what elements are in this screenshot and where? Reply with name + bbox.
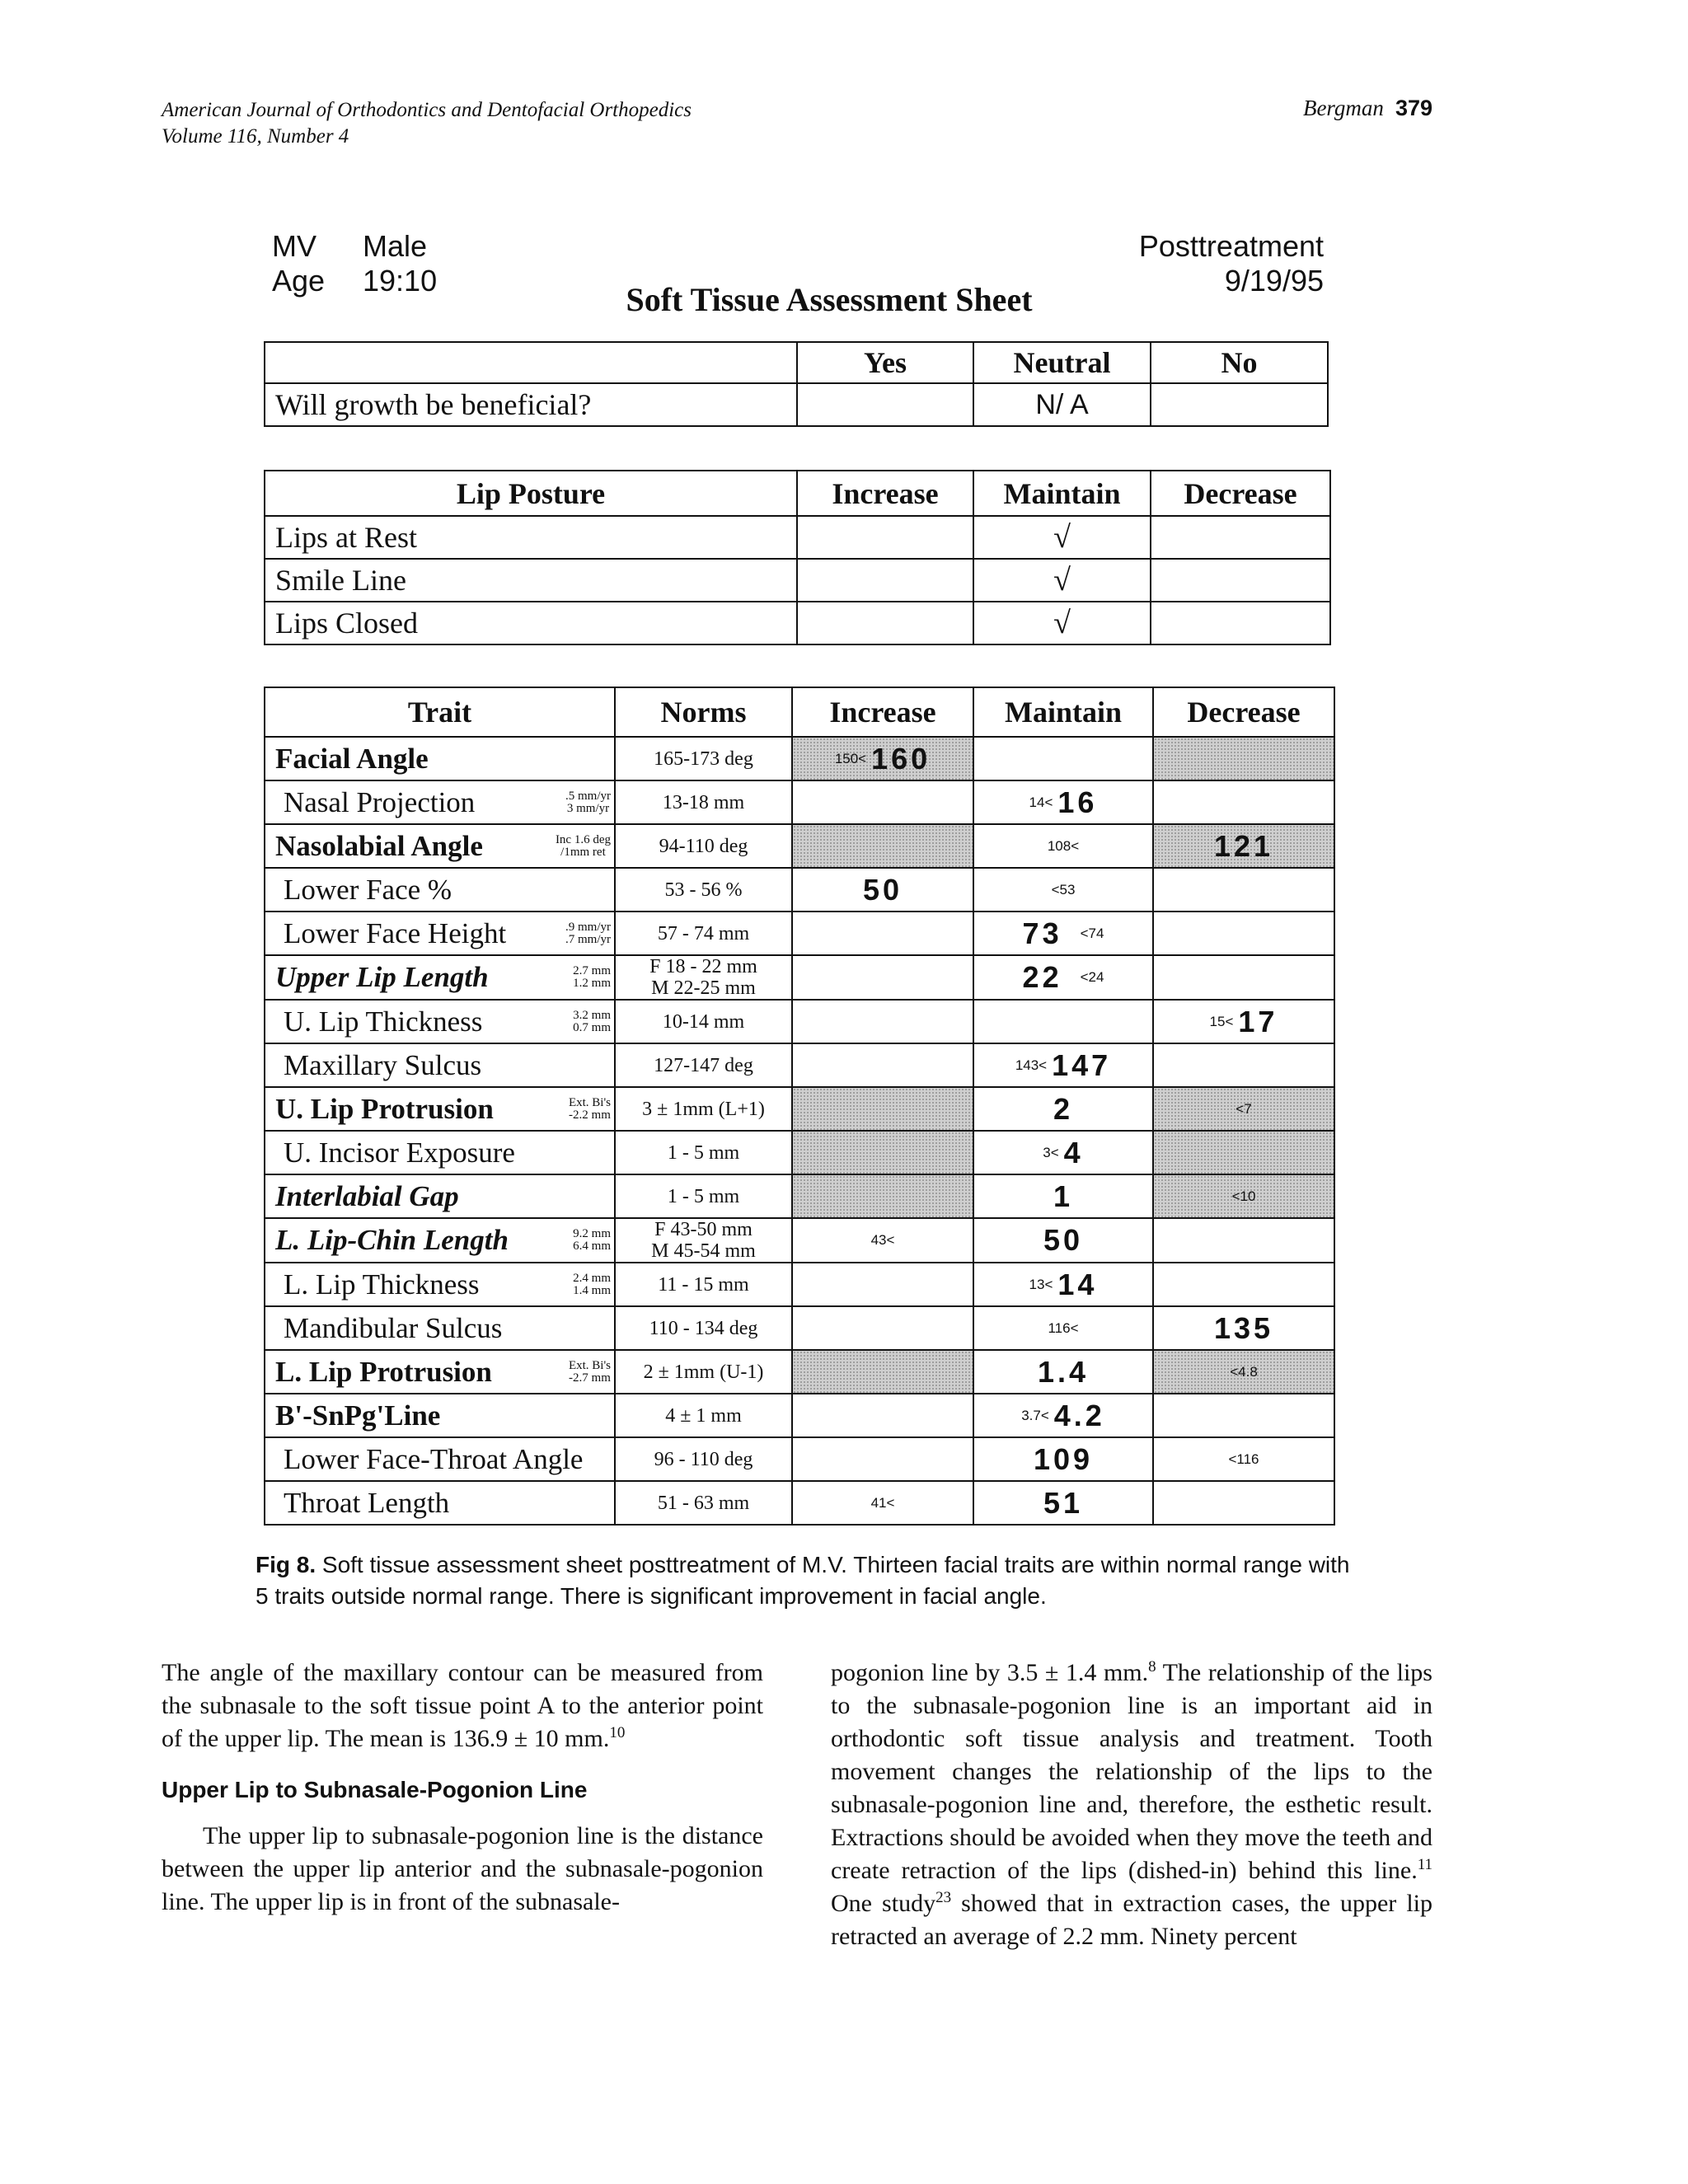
- current-value: 135: [1213, 1310, 1274, 1345]
- norm-cell: 11 - 15 mm: [615, 1263, 792, 1306]
- journal-volume: Volume 116, Number 4: [162, 125, 349, 148]
- increase-cell: [792, 824, 973, 868]
- body-column-left: [162, 1657, 763, 1919]
- table-row: [265, 1174, 1334, 1218]
- trait-cell: [265, 737, 615, 780]
- current-value: 51: [1043, 1485, 1084, 1520]
- trait-note: 3.2 mm 0.7 mm: [573, 1008, 611, 1034]
- table-row: [265, 1043, 1334, 1087]
- current-value: 50: [1043, 1223, 1084, 1257]
- trait-name: Upper Lip Length: [275, 961, 489, 993]
- stage-date: 9/19/95: [1224, 264, 1324, 298]
- journal-header: [162, 97, 692, 150]
- decrease-cell: [1153, 1263, 1334, 1306]
- table-row: [265, 868, 1334, 912]
- decrease-cell: [1153, 1174, 1334, 1218]
- maintain-cell: [973, 955, 1153, 1000]
- norm-cell: F 18 - 22 mm M 22-25 mm: [615, 955, 792, 1000]
- lip-posture-header: Lip Posture: [265, 471, 797, 516]
- decrease-cell: [1153, 737, 1334, 780]
- maintain-cell: [973, 868, 1153, 912]
- table-row: [265, 1437, 1334, 1481]
- growth-header-no: No: [1151, 342, 1328, 383]
- trait-name: Nasolabial Angle: [275, 829, 483, 862]
- age-label: Age: [272, 264, 326, 298]
- norm-cell: 165-173 deg: [615, 737, 792, 780]
- maintain-cell: [973, 1481, 1153, 1525]
- norms-header: Norms: [615, 687, 792, 737]
- table-row: [265, 1131, 1334, 1174]
- trait-cell: [265, 868, 615, 912]
- norm-cell: 94-110 deg: [615, 824, 792, 868]
- maintain-cell: [973, 1087, 1153, 1131]
- trait-cell: [265, 1263, 615, 1306]
- current-value: 2: [1053, 1091, 1074, 1126]
- maintain-cell: [973, 1174, 1153, 1218]
- journal-title: American Journal of Orthodontics and Dentofacial Orthopedics: [162, 99, 692, 121]
- growth-table: [264, 341, 1329, 427]
- growth-yes-cell: [797, 383, 973, 426]
- increase-cell: [792, 1043, 973, 1087]
- current-value: 22: [1022, 960, 1062, 994]
- current-value: 109: [1033, 1441, 1094, 1476]
- decrease-cell: [1153, 1087, 1334, 1131]
- maintain-cell: [973, 1043, 1153, 1087]
- norm-cell: 1 - 5 mm: [615, 1131, 792, 1174]
- lip-posture-header-maintain: Maintain: [973, 471, 1151, 516]
- prior-value: 108<: [1047, 837, 1080, 854]
- decrease-cell: [1153, 868, 1334, 912]
- table-row: [265, 824, 1334, 868]
- lip-posture-label: Lips Closed: [265, 602, 797, 644]
- trait-name: Lower Face %: [284, 873, 452, 906]
- table-row: [265, 602, 1330, 644]
- trait-name: L. Lip Thickness: [284, 1268, 480, 1301]
- trait-name: Interlabial Gap: [275, 1179, 459, 1212]
- table-row: [265, 1306, 1334, 1350]
- trait-cell: [265, 1131, 615, 1174]
- current-value: 4.2: [1053, 1398, 1105, 1432]
- trait-cell: [265, 1394, 615, 1437]
- decrease-cell: [1153, 912, 1334, 955]
- trait-name: B'-SnPg'Line: [275, 1399, 441, 1432]
- norm-cell: F 43-50 mm M 45-54 mm: [615, 1218, 792, 1263]
- table-row: [265, 955, 1334, 1000]
- prior-value: 14<: [1029, 794, 1053, 810]
- current-value: 121: [1213, 828, 1274, 863]
- decrease-cell: [1153, 1131, 1334, 1174]
- trait-cell: [265, 1218, 615, 1263]
- increase-cell: [792, 1306, 973, 1350]
- increase-cell: [792, 1131, 973, 1174]
- increase-cell: [792, 1087, 973, 1131]
- norm-cell: 4 ± 1 mm: [615, 1394, 792, 1437]
- prior-value: 116<: [1048, 1319, 1079, 1336]
- prior-value: 43<: [870, 1232, 895, 1248]
- decrease-cell: [1153, 1306, 1334, 1350]
- increase-cell: [792, 1394, 973, 1437]
- current-value: 50: [862, 872, 903, 907]
- trait-name: L. Lip-Chin Length: [275, 1224, 509, 1256]
- norm-cell: 51 - 63 mm: [615, 1481, 792, 1525]
- trait-name: U. Incisor Exposure: [284, 1136, 515, 1169]
- reference-mark: 10: [609, 1724, 626, 1741]
- prior-value: <116: [1228, 1451, 1259, 1467]
- current-value: 1.4: [1037, 1354, 1090, 1389]
- trait-cell: [265, 824, 615, 868]
- norm-cell: 13-18 mm: [615, 780, 792, 824]
- maintain-cell: [973, 824, 1153, 868]
- table-row: [265, 1481, 1334, 1525]
- lip-posture-label: Smile Line: [265, 559, 797, 602]
- decrease-cell: [1153, 1218, 1334, 1263]
- maintain-header: Maintain: [973, 687, 1153, 737]
- current-value: 160: [871, 741, 931, 776]
- norm-cell: 3 ± 1mm (L+1): [615, 1087, 792, 1131]
- growth-question: Will growth be beneficial?: [265, 383, 797, 426]
- decrease-header: Decrease: [1153, 687, 1334, 737]
- decrease-cell: [1153, 1437, 1334, 1481]
- trait-cell: [265, 1087, 615, 1131]
- trait-name: L. Lip Protrusion: [275, 1355, 492, 1388]
- prior-value: <53: [1051, 881, 1076, 898]
- norm-cell: 57 - 74 mm: [615, 912, 792, 955]
- reference-mark: 11: [1417, 1856, 1432, 1873]
- limit-value: <74: [1080, 925, 1104, 941]
- trait-cell: [265, 1000, 615, 1043]
- current-value: 16: [1057, 785, 1098, 819]
- growth-header-yes: Yes: [797, 342, 973, 383]
- table-row: [265, 737, 1334, 780]
- current-value: 4: [1063, 1135, 1084, 1169]
- norm-cell: 1 - 5 mm: [615, 1174, 792, 1218]
- trait-header: Trait: [265, 687, 615, 737]
- increase-cell: [792, 1481, 973, 1525]
- trait-note: .9 mm/yr .7 mm/yr: [565, 920, 611, 946]
- stage-label: Posttreatment: [1138, 229, 1324, 263]
- running-author: Bergman: [1302, 96, 1384, 120]
- patient-age: 19:10: [363, 264, 438, 298]
- limit-value: <24: [1080, 969, 1104, 985]
- growth-header-neutral: Neutral: [973, 342, 1151, 383]
- norm-cell: 10-14 mm: [615, 1000, 792, 1043]
- maintain-check: √: [973, 602, 1151, 644]
- trait-note: .5 mm/yr 3 mm/yr: [565, 789, 611, 815]
- current-value: 14: [1057, 1267, 1098, 1301]
- maintain-cell: [973, 780, 1153, 824]
- table-row: [265, 780, 1334, 824]
- decrease-cell: [1153, 955, 1334, 1000]
- decrease-cell: [1153, 824, 1334, 868]
- trait-note: Inc 1.6 deg /1mm ret: [555, 832, 611, 859]
- trait-name: U. Lip Protrusion: [275, 1092, 494, 1125]
- caption-label: Fig 8.: [256, 1552, 316, 1577]
- norm-cell: 110 - 134 deg: [615, 1306, 792, 1350]
- trait-note: Ext. Bi's -2.2 mm: [568, 1095, 611, 1122]
- lip-posture-label: Lips at Rest: [265, 516, 797, 559]
- current-value: 17: [1238, 1004, 1278, 1038]
- maintain-cell: [973, 1131, 1153, 1174]
- paragraph-text: One study: [831, 1890, 936, 1917]
- paragraph-text: The relationship of the lips to the subnasale-pogonion line is an important aid in orthodontic soft tissue analysis and treatment. Tooth movement changes the relationship of the lips to the subnasale-pogonion line and, therefore, the esthetic result. Extractions should be avoided when they move the teeth and create retraction of the lips (dished-in) behind this line.: [831, 1659, 1432, 1884]
- prior-value: 143<: [1015, 1057, 1048, 1073]
- lip-posture-table: [264, 470, 1331, 645]
- table-row: [265, 1350, 1334, 1394]
- trait-name: Lower Face Height: [284, 916, 507, 949]
- trait-note: 2.4 mm 1.4 mm: [573, 1271, 611, 1297]
- reference-mark: 8: [1148, 1658, 1156, 1675]
- increase-cell: [792, 1350, 973, 1394]
- trait-cell: [265, 1306, 615, 1350]
- prior-value: <4.8: [1230, 1363, 1258, 1380]
- prior-value: 13<: [1029, 1276, 1053, 1292]
- norm-cell: 127-147 deg: [615, 1043, 792, 1087]
- current-value: 147: [1052, 1047, 1112, 1082]
- caption-text: Soft tissue assessment sheet posttreatment of M.V. Thirteen facial traits are within normal range with 5 traits outside normal range. There is significant improvement in facial angle.: [256, 1552, 1350, 1609]
- trait-cell: [265, 1174, 615, 1218]
- trait-table: [264, 687, 1335, 1526]
- sheet-title: Soft Tissue Assessment Sheet: [626, 281, 1033, 318]
- trait-name: Throat Length: [284, 1486, 450, 1519]
- prior-value: <7: [1236, 1100, 1252, 1117]
- growth-neutral-value: N/ A: [973, 383, 1151, 426]
- trait-cell: [265, 1043, 615, 1087]
- increase-cell: [792, 737, 973, 780]
- increase-cell: [792, 1000, 973, 1043]
- trait-name: Nasal Projection: [284, 785, 476, 818]
- maintain-check: √: [973, 516, 1151, 559]
- page-header-right: [1303, 96, 1432, 121]
- decrease-cell: [1153, 1043, 1334, 1087]
- prior-value: 41<: [870, 1494, 895, 1511]
- table-row: [265, 1000, 1334, 1043]
- table-row: [265, 1218, 1334, 1263]
- trait-name: Maxillary Sulcus: [284, 1048, 482, 1081]
- section-heading: Upper Lip to Subnasale-Pogonion Line: [162, 1777, 588, 1802]
- paragraph-text: showed that in extraction cases, the upper lip retracted an average of 2.2 mm. Ninety percent: [831, 1890, 1433, 1950]
- trait-name: U. Lip Thickness: [284, 1005, 483, 1038]
- trait-note: Ext. Bi's -2.7 mm: [568, 1358, 611, 1385]
- maintain-check: √: [973, 559, 1151, 602]
- lip-posture-header-increase: Increase: [797, 471, 973, 516]
- increase-cell: [792, 1218, 973, 1263]
- trait-note: 2.7 mm 1.2 mm: [573, 964, 611, 990]
- trait-cell: [265, 780, 615, 824]
- increase-header: Increase: [792, 687, 973, 737]
- table-row: [265, 559, 1330, 602]
- paragraph-text: pogonion line by 3.5 ± 1.4 mm.: [831, 1659, 1149, 1686]
- decrease-cell: [1153, 1000, 1334, 1043]
- increase-cell: [792, 912, 973, 955]
- current-value: 1: [1053, 1179, 1074, 1213]
- trait-cell: [265, 955, 615, 1000]
- maintain-cell: [973, 1000, 1153, 1043]
- table-row: [265, 1394, 1334, 1437]
- maintain-cell: [973, 1394, 1153, 1437]
- prior-value: 3.7<: [1021, 1407, 1049, 1423]
- table-row: [265, 1263, 1334, 1306]
- increase-cell: [792, 1263, 973, 1306]
- patient-initials: MV: [272, 229, 316, 263]
- maintain-cell: [973, 1350, 1153, 1394]
- body-column-right: [831, 1657, 1432, 1953]
- maintain-cell: [973, 737, 1153, 780]
- table-row: [265, 1087, 1334, 1131]
- increase-cell: [792, 955, 973, 1000]
- page-number: 379: [1395, 96, 1432, 120]
- prior-value: <10: [1231, 1188, 1256, 1204]
- maintain-cell: [973, 912, 1153, 955]
- increase-cell: [792, 1437, 973, 1481]
- trait-cell: [265, 1350, 615, 1394]
- trait-name: Facial Angle: [275, 742, 429, 775]
- figure-caption: [256, 1549, 1360, 1612]
- trait-note: 9.2 mm 6.4 mm: [573, 1227, 611, 1253]
- table-row: [265, 516, 1330, 559]
- lip-posture-header-decrease: Decrease: [1151, 471, 1330, 516]
- increase-cell: [792, 868, 973, 912]
- increase-cell: [792, 780, 973, 824]
- growth-no-cell: [1151, 383, 1328, 426]
- norm-cell: 53 - 56 %: [615, 868, 792, 912]
- maintain-cell: [973, 1218, 1153, 1263]
- current-value: 73: [1022, 916, 1062, 950]
- norm-cell: 2 ± 1mm (U-1): [615, 1350, 792, 1394]
- prior-value: 150<: [834, 750, 867, 766]
- patient-sex: Male: [363, 229, 428, 263]
- trait-name: Mandibular Sulcus: [284, 1311, 503, 1344]
- maintain-cell: [973, 1437, 1153, 1481]
- trait-cell: [265, 1437, 615, 1481]
- decrease-cell: [1153, 1350, 1334, 1394]
- increase-cell: [792, 1174, 973, 1218]
- trait-cell: [265, 1481, 615, 1525]
- trait-cell: [265, 912, 615, 955]
- trait-name: Lower Face-Throat Angle: [284, 1442, 584, 1475]
- maintain-cell: [973, 1263, 1153, 1306]
- decrease-cell: [1153, 780, 1334, 824]
- table-row: [265, 912, 1334, 955]
- paragraph-text: The upper lip to subnasale-pogonion line is the distance between the upper lip anterior and the subnasale-pogonion line. The upper lip is in front of the subnasale-: [162, 1822, 763, 1915]
- prior-value: 3<: [1043, 1144, 1059, 1160]
- reference-mark: 23: [935, 1889, 952, 1906]
- prior-value: 15<: [1209, 1013, 1234, 1029]
- maintain-cell: [973, 1306, 1153, 1350]
- decrease-cell: [1153, 1481, 1334, 1525]
- paragraph-text: The angle of the maxillary contour can be measured from the subnasale to the soft tissue point A to the anterior point of the upper lip. The mean is 136.9 ± 10 mm.: [162, 1659, 763, 1752]
- decrease-cell: [1153, 1394, 1334, 1437]
- growth-header-blank: [265, 342, 797, 383]
- norm-cell: 96 - 110 deg: [615, 1437, 792, 1481]
